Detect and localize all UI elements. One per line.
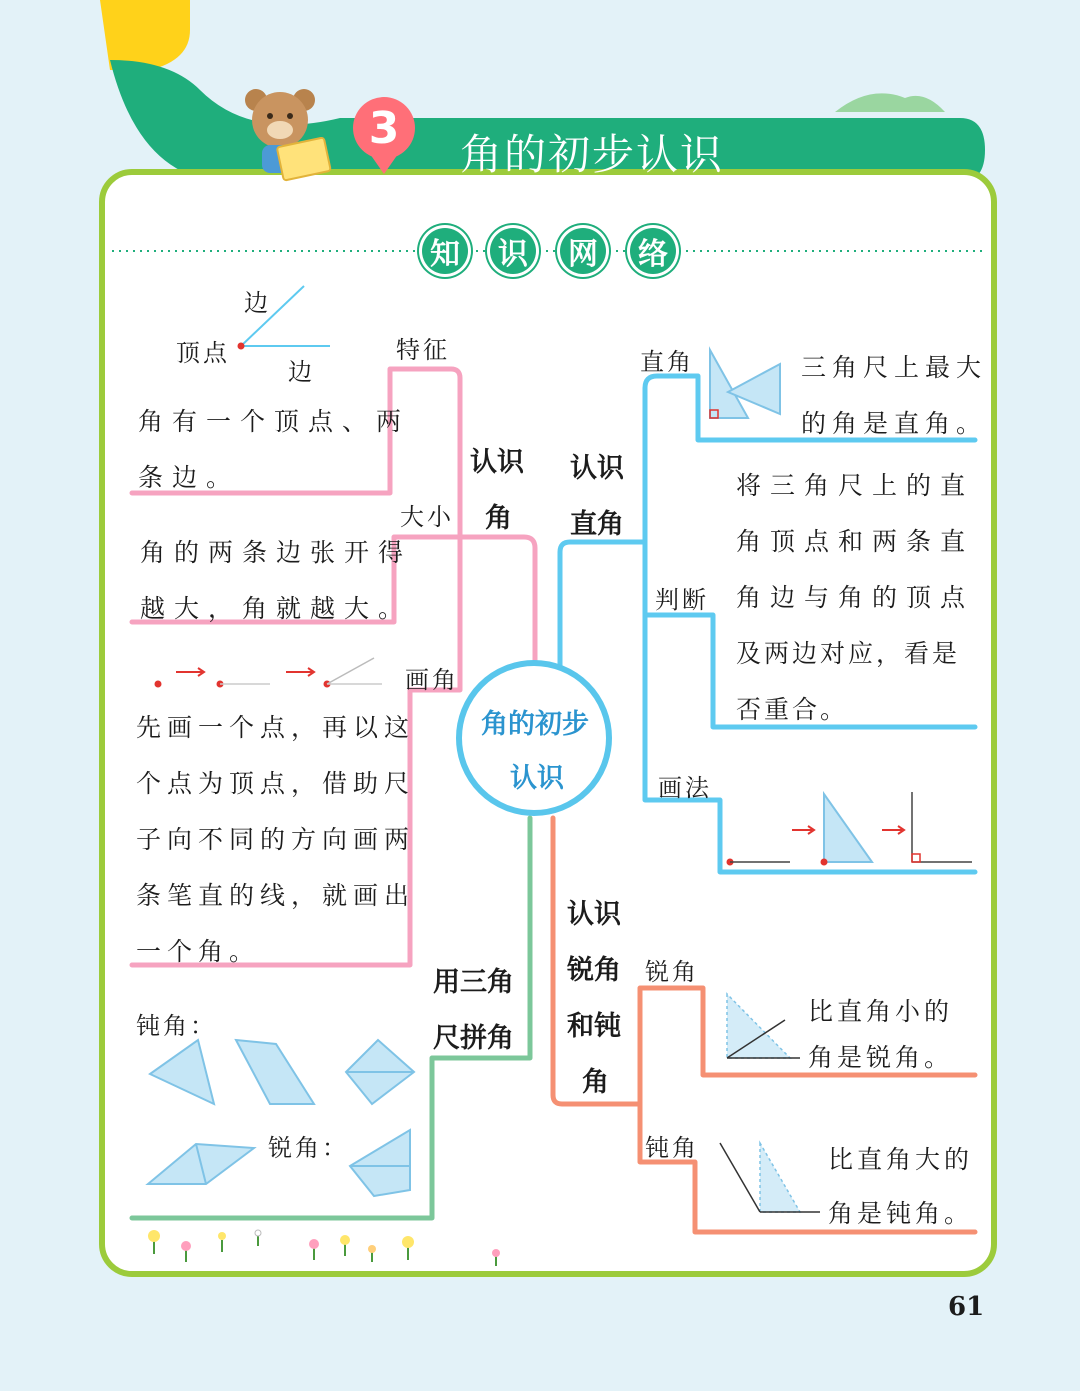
page-number: 61 xyxy=(948,1292,985,1322)
judge-label: 判断 xyxy=(655,586,709,614)
judge-text-line-1: 将三角尺上的直 xyxy=(736,471,975,500)
acute-label: 锐角 xyxy=(645,958,699,986)
size-text-line-1: 角的两条边张开得 xyxy=(140,538,413,567)
method-label: 画法 xyxy=(658,774,712,802)
right-angle-text-line-2: 的角是直角。 xyxy=(801,409,988,438)
right-angle-text-line-1: 三角尺上最大 xyxy=(801,353,988,382)
obtuse-text-line-1: 比直角大的 xyxy=(828,1145,974,1174)
judge-text-line-4: 及两边对应，看是 xyxy=(736,639,961,668)
right-angle-label: 直角 xyxy=(640,348,694,376)
center-node-line-1: 角的初步 xyxy=(481,709,589,740)
puzzle-acute-label: 锐角： xyxy=(268,1134,349,1162)
feature-text-line-1: 角有一个顶点、两 xyxy=(138,407,411,436)
section-badge-4: 络 xyxy=(630,228,676,274)
judge-text-line-5: 否重合。 xyxy=(736,695,849,724)
judge-text-line-2: 角顶点和两条直 xyxy=(736,527,975,556)
section-badge-3: 网 xyxy=(560,228,606,274)
branch-acute-obtuse-title-4: 角 xyxy=(582,1067,609,1098)
obtuse-label: 钝角 xyxy=(645,1134,699,1162)
diagram-vertex: 顶点 xyxy=(176,339,230,367)
obtuse-text-line-2: 角是钝角。 xyxy=(828,1199,974,1228)
branch-acute-obtuse-title-1: 认识 xyxy=(567,899,621,930)
draw-label: 画角 xyxy=(405,666,459,694)
section-badge-1: 知 xyxy=(422,228,468,274)
puzzle-obtuse-label: 钝角： xyxy=(136,1012,217,1040)
branch-right-angle-title-2: 直角 xyxy=(570,509,624,540)
feature-label: 特征 xyxy=(396,336,450,364)
judge-text-line-3: 角边与角的顶点 xyxy=(736,583,975,612)
diagram-side-bottom: 边 xyxy=(288,358,315,386)
draw-text-line-1: 先画一个点，再以这 xyxy=(136,713,416,742)
branch-angle-title-1: 认识 xyxy=(470,447,524,478)
center-node-line-2: 认识 xyxy=(510,763,564,794)
branch-angle-title-2: 角 xyxy=(485,503,512,534)
draw-text-line-3: 子向不同的方向画两 xyxy=(136,825,416,854)
draw-text-line-4: 条笔直的线，就画出 xyxy=(136,881,416,910)
size-text-line-2: 越大，角就越大。 xyxy=(140,594,413,623)
hills-decoration xyxy=(835,93,945,112)
section-badge-2: 识 xyxy=(490,228,536,274)
branch-acute-obtuse-title-3: 和钝 xyxy=(567,1011,621,1042)
draw-text-line-5: 一个角。 xyxy=(136,937,261,966)
branch-puzzle-title-1: 用三角 xyxy=(433,967,514,998)
diagram-side-top: 边 xyxy=(244,289,271,317)
acute-text-line-2: 角是锐角。 xyxy=(808,1043,954,1072)
branch-right-angle-title-1: 认识 xyxy=(570,453,624,484)
feature-text-line-2: 条边。 xyxy=(138,463,241,492)
branch-puzzle-title-2: 尺拼角 xyxy=(433,1023,514,1054)
size-label: 大小 xyxy=(400,503,454,531)
branch-acute-obtuse-title-2: 锐角 xyxy=(567,955,621,986)
yellow-corner-strip xyxy=(100,0,190,70)
chapter-title: 角的初步认识 xyxy=(460,130,725,179)
acute-text-line-1: 比直角小的 xyxy=(808,997,954,1026)
draw-text-line-2: 个点为顶点，借助尺 xyxy=(136,769,416,798)
